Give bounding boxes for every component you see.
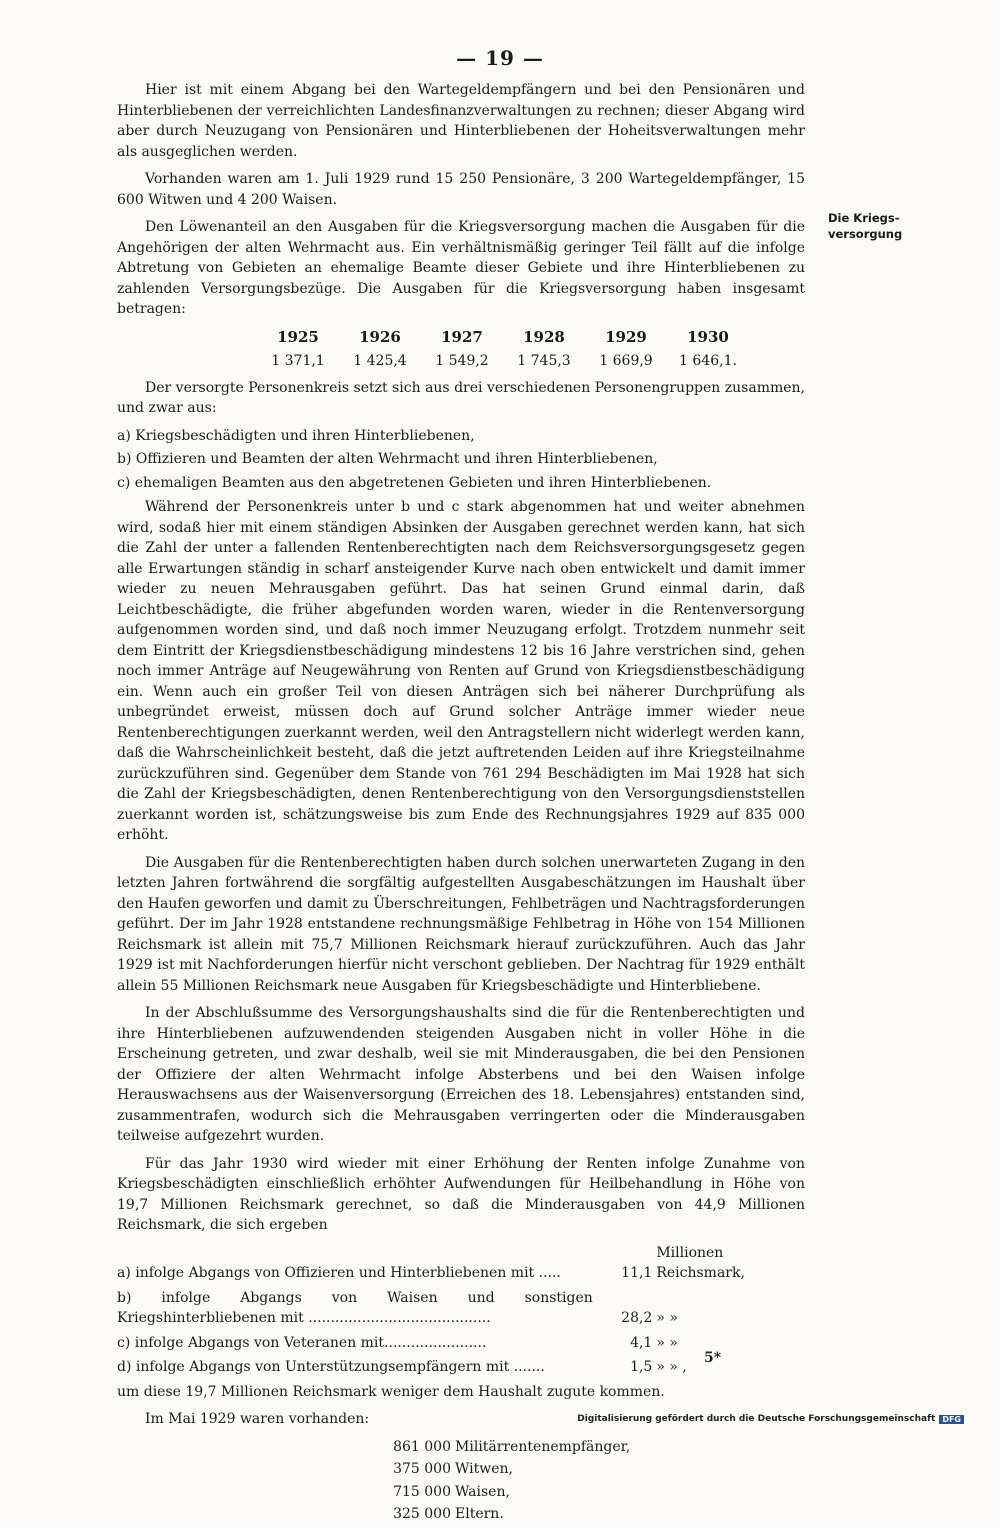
signature-mark: 5* <box>704 1350 722 1366</box>
year-cell: 1927 <box>441 327 483 346</box>
paragraph: In der Abschlußsumme des Versorgungshaushalts sind die für die Rentenberechtigten und ihre Hinterbliebenen aufzuwendenden steigenden Ausgaben nicht in voller Höhe in die Erscheinung getreten, und zwar deshalb, weil sie mit Minderausgaben, die bei den Pensionen der Offiziere der alten Wehrmacht infolge Absterbens und bei den Waisen infolge Herauswachsens aus der Waisenversorgung (Erreichen des 18. Lebensjahres) entstanden sind, zusammentrafen, wodurch sich die Mehrausgaben verringerten oder die Minderausgaben teilweise aufgezehrt wurden. <box>117 1005 805 1144</box>
year-cell: 1930 <box>687 327 729 346</box>
count-number: 325 000 <box>393 1506 451 1522</box>
body-text <box>117 80 805 1527</box>
counts-list <box>385 1437 805 1525</box>
amount-cell: 1 745,3 <box>517 353 571 369</box>
reduction-unit: Millionen Reichsmark, <box>656 1244 745 1281</box>
year-cell: 1926 <box>359 327 401 346</box>
count-number: 375 000 <box>393 1461 451 1477</box>
count-label: Eltern. <box>455 1506 504 1522</box>
list-item <box>117 1357 805 1378</box>
amount-cell: 1 669,9 <box>599 353 653 369</box>
count-label: Waisen, <box>455 1483 510 1500</box>
list-item: c) ehemaligen Beamten aus den abgetretenen Gebieten und ihren Hinterbliebenen. <box>117 474 712 491</box>
reduction-amount: 1,5 <box>630 1359 653 1375</box>
paragraph: Der versorgte Personenkreis setzt sich aus drei verschiedenen Personengruppen zusammen, und zwar aus: <box>117 379 805 416</box>
paragraph: um diese 19,7 Millionen Reichsmark weniger dem Haushalt zugute kommen. <box>117 1383 665 1400</box>
reduction-amount: 28,2 <box>621 1310 653 1326</box>
count-label: Witwen, <box>455 1461 513 1477</box>
count-label: Militärrentenempfänger, <box>455 1438 631 1455</box>
reduction-list <box>117 1243 805 1378</box>
year-cell: 1925 <box>277 327 319 346</box>
dfg-logo-icon: DFG <box>939 1415 964 1424</box>
amount-cell: 1 549,2 <box>435 353 489 369</box>
group-list <box>117 426 805 494</box>
reduction-amount: 11,1 <box>621 1265 653 1281</box>
amounts-row <box>257 351 805 372</box>
margin-note: Die Kriegs- versorgung <box>828 211 903 241</box>
amount-cell: 1 425,4 <box>353 353 407 369</box>
reduction-label: b) infolge Abgangs von Waisen und sonstigen Kriegshinterbliebenen mit ......................................... <box>117 1289 593 1326</box>
reduction-amount: 4,1 <box>630 1334 653 1351</box>
list-item <box>385 1504 805 1525</box>
year-cell: 1928 <box>523 327 565 346</box>
amount-cell: 1 371,1 <box>271 353 325 369</box>
years-row <box>257 327 805 348</box>
reduction-label: c) infolge Abgangs von Veteranen mit....................... <box>117 1334 487 1351</box>
reduction-unit: » » <box>656 1310 678 1326</box>
count-number: 715 000 <box>393 1483 451 1500</box>
count-number: 861 000 <box>393 1438 451 1455</box>
paragraph: Den Löwenanteil an den Ausgaben für die Kriegsversorgung machen die Ausgaben für die Angehörigen der alten Wehrmacht aus. Ein verhältnismäßig geringer Teil fällt auf die infolge Abtretung von Gebieten an ehemalige Beamte dieser Gebiete und ihre Hinterbliebenen zu zahlenden Versorgungsbezüge. Die Ausgaben für die Kriegsversorgung haben insgesamt betragen: <box>117 219 805 317</box>
paragraph: Die Ausgaben für die Rentenberechtigten haben durch solchen unerwarteten Zugang in den letzten Jahren fortwährend die sorgfältig aufgestellten Ausgabeschätzungen im Haushalt über den Haufen geworfen und damit zu Überschreitungen, Fehlbeträgen und Nachtragsforderungen geführt. Der im Jahr 1928 entstandene rechnungsmäßige Fehlbetrag in Höhe von 154 Millionen Reichsmark ist allein mit 75,7 Millionen Reichsmark hierauf zurückzuführen. Auch das Jahr 1929 ist mit Nachforderungen hierfür nicht verschont geblieben. Der Nachtrag für 1929 enthält allein 55 Millionen Reichsmark neue Ausgaben für Kriegsbeschädigte und Hinterbliebene. <box>117 854 805 994</box>
paragraph: Hier ist mit einem Abgang bei den Wartegeldempfängern und bei den Pensionären und Hinterbliebenen der verreichlichten Landesfinanzverwaltungen zu rechnen; dieser Abgang wird aber durch Neuzugang von Pensionären und Hinterbliebenen der Hoheitsverwaltungen mehr als ausgeglichen werden. <box>117 82 805 160</box>
paragraph: Während der Personenkreis unter b und c stark abgenommen hat und weiter abnehmen wird, sodaß hier mit einem ständigen Absinken der Ausgaben gerechnet werden kann, hat sich die Zahl der unter a fallenden Rentenberechtigten nach dem Reichsversorgungsgesetz gegen alle Erwartungen ständig in scharf ansteigender Kurve nach oben entwickelt und damit immer wieder zu neuen Mehrausgaben geführt. Das hat seinen Grund einmal darin, daß Leichtbeschädigte, die früher abgefunden worden waren, wieder in die Rentenversorgung aufgenommen worden sind, und daß noch immer Neuzugang erfolgt. Trotzdem nunmehr seit dem Eintritt der Kriegsdienstbeschädigung mindestens 12 bis 16 Jahre verstrichen sind, gehen noch immer Anträge auf Neugewährung von Renten auf Grund von Kriegsdienstbeschädigung ein. Wenn auch ein großer Teil von diesen Anträgen sich bei näherer Durchprüfung als unbegründet erweist, müssen doch auf Grund solcher Anträge immer wieder neue Rentenberechtigungen zuerkannt werden, weil den Antragstellern nicht widerlegt werden kann, daß die Wahrscheinlichkeit besteht, daß die jetzt auftretenden Leiden auf ihre Kriegsteilnahme zurückzuführen sind. Gegenüber dem Stande von 761 294 Beschädigten im Mai 1928 hat sich die Zahl der Kriegsbeschädigten, denen Rentenberechtigung von den Versorgungsdienststellen zuerkannt worden ist, schätzungsweise bis zum Ende des Rechnungsjahres 1929 auf 835 000 erhöht. <box>117 499 805 843</box>
list-item <box>385 1459 805 1480</box>
reduction-label: a) infolge Abgangs von Offizieren und Hinterbliebenen mit ..... <box>117 1265 561 1281</box>
list-item <box>117 1333 805 1354</box>
list-item <box>117 1243 805 1284</box>
paragraph: Für das Jahr 1930 wird wieder mit einer Erhöhung der Renten infolge Zunahme von Kriegsbeschädigten einschließlich erhöhter Aufwendungen für Heilbehandlung in Höhe von 19,7 Millionen Reichsmark gerechnet, so daß die Minderausgaben von 44,9 Millionen Reichsmark, die sich ergeben <box>117 1155 805 1233</box>
list-item: a) Kriegsbeschädigten und ihren Hinterbliebenen, <box>117 427 475 444</box>
list-item <box>385 1437 805 1458</box>
amount-cell: 1 646,1. <box>679 353 737 369</box>
list-item <box>117 1288 805 1329</box>
paragraph: Im Mai 1929 waren vorhanden: <box>145 1411 370 1427</box>
reduction-label: d) infolge Abgangs von Unterstützungsempfängern mit ....... <box>117 1359 545 1375</box>
page-number: — 19 — <box>456 46 544 70</box>
credit-text: Digitalisierung gefördert durch die Deutsche Forschungsgemeinschaft <box>577 1414 936 1424</box>
paragraph: Vorhanden waren am 1. Juli 1929 rund 15 250 Pensionäre, 3 200 Wartegeldempfänger, 15 600 Witwen und 4 200 Waisen. <box>117 171 805 208</box>
list-item <box>385 1482 805 1503</box>
year-cell: 1929 <box>605 327 647 346</box>
digitization-credit <box>577 1414 964 1424</box>
reduction-unit: » » <box>656 1334 678 1351</box>
reduction-unit: » » , <box>656 1359 687 1375</box>
list-item: b) Offizieren und Beamten der alten Wehrmacht und ihren Hinterbliebenen, <box>117 451 658 467</box>
